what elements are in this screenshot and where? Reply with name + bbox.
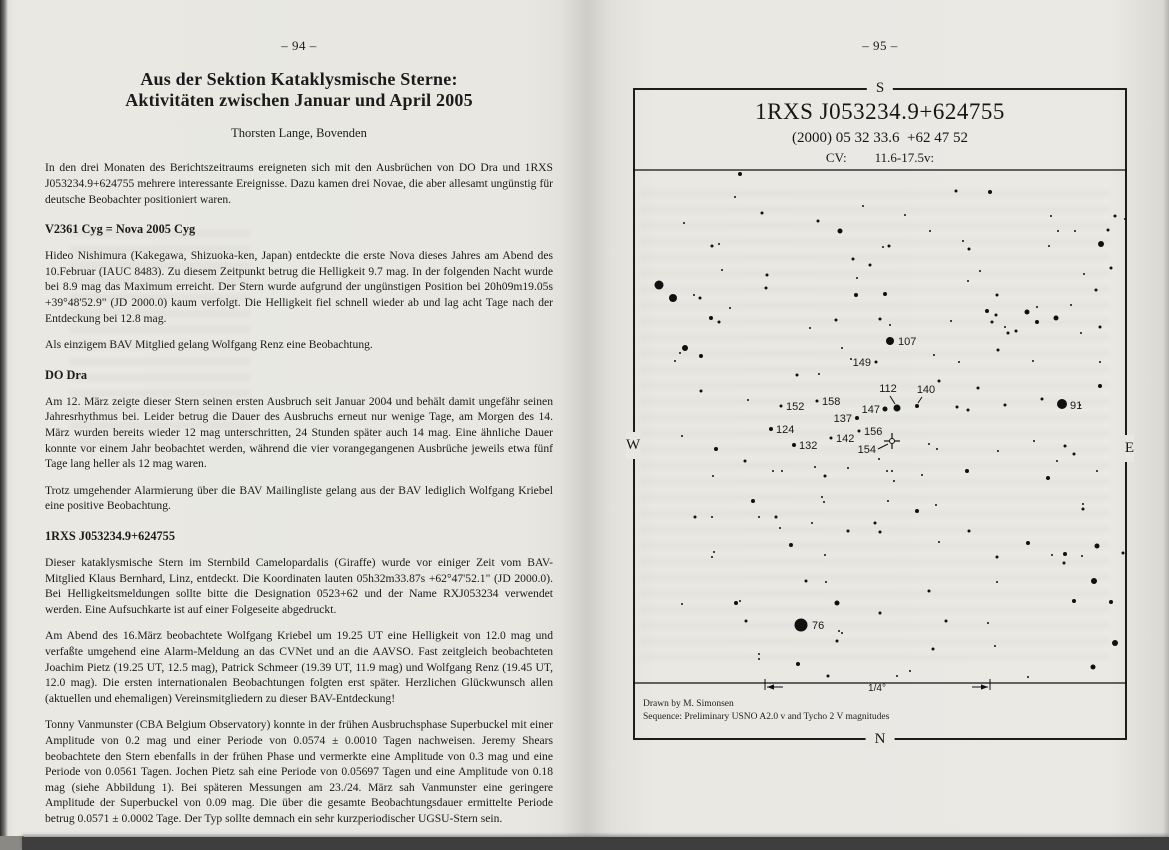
field-star (1015, 330, 1018, 333)
page-95 (633, 38, 1127, 54)
sequence-star-158 (816, 400, 819, 403)
field-star (1064, 445, 1067, 448)
sequence-label-137: 137 (833, 413, 852, 425)
field-star (996, 556, 999, 559)
field-star (1122, 552, 1125, 555)
sequence-star-124 (769, 427, 773, 431)
field-star (766, 274, 769, 277)
field-star (694, 516, 697, 519)
field-star (693, 294, 695, 296)
chart-title: 1RXS J053234.9+624755 (755, 99, 1005, 124)
sequence-label-76: 76 (812, 620, 825, 632)
field-star (821, 496, 823, 498)
field-star (1112, 640, 1118, 646)
field-star (962, 240, 964, 242)
sequence-label-147: 147 (861, 404, 880, 416)
field-star (823, 501, 825, 503)
field-star (945, 620, 948, 623)
field-star (758, 653, 760, 655)
field-star (835, 601, 840, 606)
sequence-star-76 (795, 619, 808, 632)
body-paragraph: Am Abend des 16.März beobachtete Wolfgang Kriebel um 19.25 UT eine Helligkeit von 12.0 mag und verfaßte umgehend eine Alarm-Meldung an das CVNet und an die AAVSO. Fast zeitgleich beobachteten Joachim Pietz (19.25 UT, 12.5 mag), Patrick Schmeer (19.39 UT, 11.9 mag) und Wolfgang Renz (19.45 UT, 12.0 mag). Die ersten internationalen Beobachtungen folgten erst später. Herzlichen Glückwunsch allen (aktuellen und ehemaligen) Vereinsmitgliedern zu dieser BAV-Entdeckung! (45, 629, 553, 705)
field-star (869, 264, 872, 267)
field-star (852, 258, 855, 261)
field-star (734, 196, 736, 198)
sequence-star-152 (780, 405, 783, 408)
sequence-label-140: 140 (916, 384, 936, 396)
sequence-star-132 (792, 443, 796, 447)
field-star (847, 467, 849, 469)
field-star (1036, 306, 1038, 308)
field-star (955, 190, 958, 193)
field-star (1026, 541, 1030, 545)
article-author: Thorsten Lange, Bovenden (231, 126, 367, 141)
field-star (985, 309, 989, 313)
field-star (1007, 332, 1010, 335)
field-star (882, 246, 884, 248)
field-star (674, 360, 676, 362)
field-star (904, 214, 906, 216)
field-star (932, 648, 935, 651)
sequence-star-140 (915, 404, 919, 408)
field-star (1109, 600, 1113, 604)
sequence-star-142 (830, 437, 833, 440)
field-star (1048, 245, 1050, 247)
compass-west-label: W (626, 432, 640, 459)
sequence-label-132: 132 (799, 440, 818, 452)
page-number-left: – 94 – (281, 38, 317, 53)
field-star (841, 632, 843, 634)
field-star (711, 245, 714, 248)
field-star (1063, 562, 1066, 565)
field-star (874, 522, 877, 525)
field-star (889, 324, 891, 326)
field-star (991, 321, 994, 324)
field-star (739, 600, 741, 602)
field-star (817, 220, 820, 223)
field-star (824, 475, 827, 478)
page-94 (45, 38, 553, 837)
field-star (936, 448, 938, 450)
field-star (711, 516, 713, 518)
sequence-star-149 (875, 361, 878, 364)
compass-south-label: S (867, 80, 893, 97)
field-star (1080, 332, 1082, 334)
field-star (988, 190, 992, 194)
field-star (835, 319, 838, 322)
field-star (928, 443, 930, 445)
field-star (1099, 361, 1101, 363)
section-heading: V2361 Cyg = Nova 2005 Cyg (45, 222, 196, 237)
field-star (721, 269, 723, 271)
field-star (891, 470, 893, 472)
field-star (1063, 552, 1067, 556)
field-star (1032, 360, 1034, 362)
field-star (1114, 215, 1117, 218)
field-star (879, 612, 882, 615)
body-paragraph: In den drei Monaten des Berichtszeitraums ereigneten sich mit den Ausbrüchen von DO Dra und 1RXS J053234.9+624755 mehrere interessante Ereignisse. Dazu kamen drei Novae, die aber allesamt ungünstig für deutsche Beobachter positioniert waren. (45, 161, 553, 206)
field-star (856, 277, 858, 279)
field-star (655, 281, 664, 290)
field-star (825, 581, 827, 583)
field-star (1110, 267, 1113, 270)
field-star (956, 406, 959, 409)
field-star (1072, 599, 1076, 603)
field-star (747, 399, 749, 401)
field-star (994, 645, 996, 647)
field-star (796, 374, 799, 377)
field-star (928, 590, 931, 593)
label-pointer-112 (890, 396, 895, 404)
field-star (997, 450, 999, 452)
field-star (714, 447, 718, 451)
field-star (968, 530, 971, 533)
field-star (718, 243, 720, 245)
scale-label: 1/4° (868, 683, 886, 694)
sequence-star-112 (894, 405, 901, 412)
chart-credit-sequence: Sequence: Preliminary USNO A2.0 v and Tycho 2 V magnitudes (643, 711, 890, 722)
field-star (847, 530, 850, 533)
sequence-label-91: 91 (1070, 400, 1083, 412)
field-star (1027, 676, 1029, 678)
field-star (965, 469, 969, 473)
field-star (979, 270, 981, 272)
body-paragraph: Dieser kataklysmische Stern im Sternbild Camelopardalis (Giraffe) wurde vor einiger Zeit vom BAV-Mitglied Klaus Bernhard, Linz, entdeckt. Die Koordinaten lauten 05h32m33.87s +62°47'52.1" (JD 2000.0). Bei Helligkeitsmeldungen sollte bitte die Designation 0523+62 und der Name RXJ053234 verwendet werden. Eine Aufsuchkarte ist auf einer Folgeseite abgedruckt. (45, 555, 553, 616)
compass-north-label: N (866, 731, 895, 748)
field-star (779, 527, 781, 529)
field-star (729, 307, 731, 309)
field-star (1070, 304, 1072, 306)
field-star (1035, 320, 1039, 324)
field-star (681, 603, 683, 605)
field-star (683, 222, 685, 224)
chart-credit-drawn: Drawn by M. Simonsen (643, 699, 734, 709)
sequence-label-154: 154 (857, 444, 876, 456)
field-star (878, 458, 880, 460)
scan-gutter-shadow (560, 0, 612, 850)
field-star (933, 354, 935, 356)
field-star (1057, 230, 1059, 232)
body-paragraph: Als einzigem BAV Mitglied gelang Wolfgang Renz eine Beobachtung. (45, 338, 373, 352)
field-star (1107, 229, 1110, 232)
field-star (967, 280, 969, 282)
label-pointer-140 (918, 397, 922, 403)
field-star (700, 390, 703, 393)
field-star (709, 316, 713, 320)
field-star (669, 294, 677, 302)
field-star (1091, 665, 1096, 670)
section-heading: DO Dra (45, 367, 88, 382)
field-star (1098, 384, 1102, 388)
field-star (699, 354, 703, 358)
sequence-star-137 (855, 416, 859, 420)
field-star (1056, 460, 1058, 462)
label-pointer-154 (878, 444, 888, 449)
sequence-label-156: 156 (864, 426, 883, 438)
field-star (1054, 316, 1059, 321)
field-star (888, 245, 891, 248)
sequence-star-147 (883, 407, 888, 412)
field-star (1004, 326, 1006, 328)
field-star (950, 320, 952, 322)
field-star (841, 347, 843, 349)
field-star (938, 541, 940, 543)
field-star (751, 499, 755, 503)
field-star (1051, 554, 1053, 556)
sequence-star-156 (858, 430, 861, 433)
field-star (1046, 476, 1050, 480)
body-paragraph: Trotz umgehender Alarmierung über die BAV Mailingliste gelang aus der BAV lediglich Wolfgang Kriebel eine positive Beobachtung. (45, 483, 553, 513)
field-star (997, 349, 1000, 352)
field-star (712, 475, 714, 477)
field-star (929, 230, 931, 232)
field-star (987, 622, 989, 624)
field-star (838, 229, 843, 234)
cv-range: 11.6-17.5v: (874, 150, 935, 165)
field-star (761, 212, 764, 215)
field-star (883, 292, 887, 296)
sequence-label-142: 142 (836, 433, 855, 445)
field-star (734, 601, 738, 605)
field-star (1050, 215, 1052, 217)
article-title (45, 69, 553, 111)
sequence-label-158: 158 (822, 396, 841, 408)
field-star (1004, 404, 1007, 407)
body-paragraph: Tonny Vanmunster (CBA Belgium Observatory) konnte in der frühen Ausbruchsphase Superbuckel mit einer Amplitude von 0.2 mag und einer Periode von 0.0574 ± 0.0010 Tagen nachweisen. Jeremy Shears beobachtete den Stern ebenfalls in der frühen Phase und vermerkte eine Amplitude von 0.3 mag und eine Periode von 0.0561 Tagen. Jochen Pietz sah eine Periode von 0.05697 Tagen und eine Amplitude von 0.18 mag (siehe Abbildung 1). Bei späteren Messungen am 23./24. März sah Vanmunster eine geringere Amplitude der Superbuckel von 0.09 mag. Die über die gesamte Beobachtungsdauer ermittelte Periode betrug 0.0571 ± 0.0002 Tage. Der Typ sollte demnach ein sehr kurzperiodischer UGSU-Stern sein. (45, 718, 553, 825)
finder-chart (626, 80, 1134, 747)
cv-label: CV: (825, 150, 847, 165)
field-star (838, 630, 840, 632)
field-star (1124, 218, 1126, 220)
sequence-star-107 (886, 337, 894, 345)
field-star (818, 373, 820, 375)
field-star (995, 314, 998, 317)
field-star (886, 470, 888, 472)
field-star (824, 554, 826, 556)
field-star (1025, 310, 1030, 315)
field-star (789, 543, 793, 547)
field-star (967, 409, 970, 412)
field-star (827, 675, 830, 678)
field-star (996, 581, 998, 583)
field-star (909, 670, 911, 672)
field-star (1074, 230, 1076, 232)
field-star (996, 294, 999, 297)
sequence-label-112: 112 (879, 383, 897, 395)
field-star (938, 380, 941, 383)
field-star (1095, 289, 1098, 292)
field-star (711, 556, 713, 558)
chart-credits (643, 698, 889, 723)
field-star (836, 640, 839, 643)
field-star (1041, 398, 1044, 401)
field-star (809, 327, 811, 329)
field-star (1098, 241, 1104, 247)
field-star (968, 248, 971, 251)
field-star (699, 297, 702, 300)
field-star (921, 474, 923, 476)
field-star (915, 509, 919, 513)
scan-edge-right (1163, 0, 1169, 850)
field-star (744, 460, 747, 463)
sequence-star-91 (1057, 399, 1067, 409)
field-star (682, 345, 688, 351)
field-star (896, 675, 898, 677)
field-star (1083, 273, 1085, 275)
section-heading: 1RXS J053234.9+624755 (45, 528, 175, 543)
field-star (781, 470, 783, 472)
field-star (1096, 470, 1098, 472)
body-paragraph: Am 12. März zeigte dieser Stern seinen ersten Ausbruch seit Januar 2004 und behält damit ungefähr seinen Jahresrhythmus bei. Leider betrug die Dauer des Ausbruchs erneut nur wenige Tage, am Morgen des 14. März wurden bereits wieder 12 mag unterschritten, 24 Stunden später auch 14 mag. Eine ähnliche Dauer konnte vor einem Jahr beobachtet werden, während die vier vorangegangenen Ausbrüche jeweils etwa fünf Tage lang heller als 12 mag waren. (45, 394, 553, 471)
field-star (1091, 578, 1097, 584)
field-star (1082, 508, 1085, 511)
field-star (765, 287, 768, 290)
star-field (633, 88, 1127, 740)
field-star (862, 205, 864, 207)
field-star (879, 531, 882, 534)
field-star (814, 466, 816, 468)
field-star (1095, 544, 1100, 549)
page-number-right: – 95 – (862, 38, 898, 53)
scan-edge-left (0, 0, 8, 850)
field-star (713, 551, 715, 553)
body-paragraph: Hideo Nishimura (Kakegawa, Shizuoka-ken, Japan) entdeckte die erste Nova dieses Jahres am Abend des 10.Februar (IAUC 8483). Zu diesem Zeitpunkt betrug die Helligkeit 9.7 mag. In der folgenden Nacht wurde bei 8.9 mag das Maximum erreicht. Der Stern wurde aufgrund der ungünstigen Position bei 20h09m19.05s +39°48'52.9" (JD 2000.0) kaum verfolgt. Die Helligkeit fiel schnell wieder ab und lag acht Tage nach der Entdeckung bei 12.8 mag. (45, 249, 553, 325)
field-star (745, 620, 748, 623)
field-star (758, 658, 760, 660)
field-star (681, 435, 683, 437)
field-star (1081, 555, 1083, 557)
field-star (805, 580, 808, 583)
field-star (1099, 326, 1102, 329)
scan-corner-bottom-left (0, 836, 24, 850)
field-star (775, 516, 778, 519)
field-star (893, 480, 895, 482)
field-star (887, 500, 889, 502)
compass-east-label: E (1125, 435, 1134, 462)
sequence-label-107: 107 (898, 336, 917, 348)
field-star (758, 516, 760, 518)
field-star (718, 321, 721, 324)
sequence-label-152: 152 (786, 401, 805, 413)
field-star (1082, 503, 1084, 505)
sequence-label-149: 149 (852, 357, 871, 369)
article-title-line2: Aktivitäten zwischen Januar und April 2005 (125, 90, 473, 111)
field-star (879, 318, 882, 321)
field-star (935, 504, 937, 506)
field-star (977, 387, 980, 390)
field-star (772, 470, 774, 472)
field-star (679, 352, 681, 354)
chart-coordinates: (2000) 05 32 33.6 +62 47 52 (792, 130, 968, 146)
field-star (1033, 440, 1035, 442)
field-star (796, 662, 800, 666)
target-marker (890, 439, 895, 444)
field-star (738, 172, 742, 176)
article-body (45, 160, 553, 826)
article-title-line1: Aus der Sektion Kataklysmische Sterne: (140, 69, 458, 89)
field-star (1073, 453, 1076, 456)
sequence-label-124: 124 (776, 424, 795, 436)
field-star (854, 293, 858, 297)
scan-bottom-bar (22, 837, 1169, 850)
field-star (958, 361, 960, 363)
field-star (811, 522, 813, 524)
